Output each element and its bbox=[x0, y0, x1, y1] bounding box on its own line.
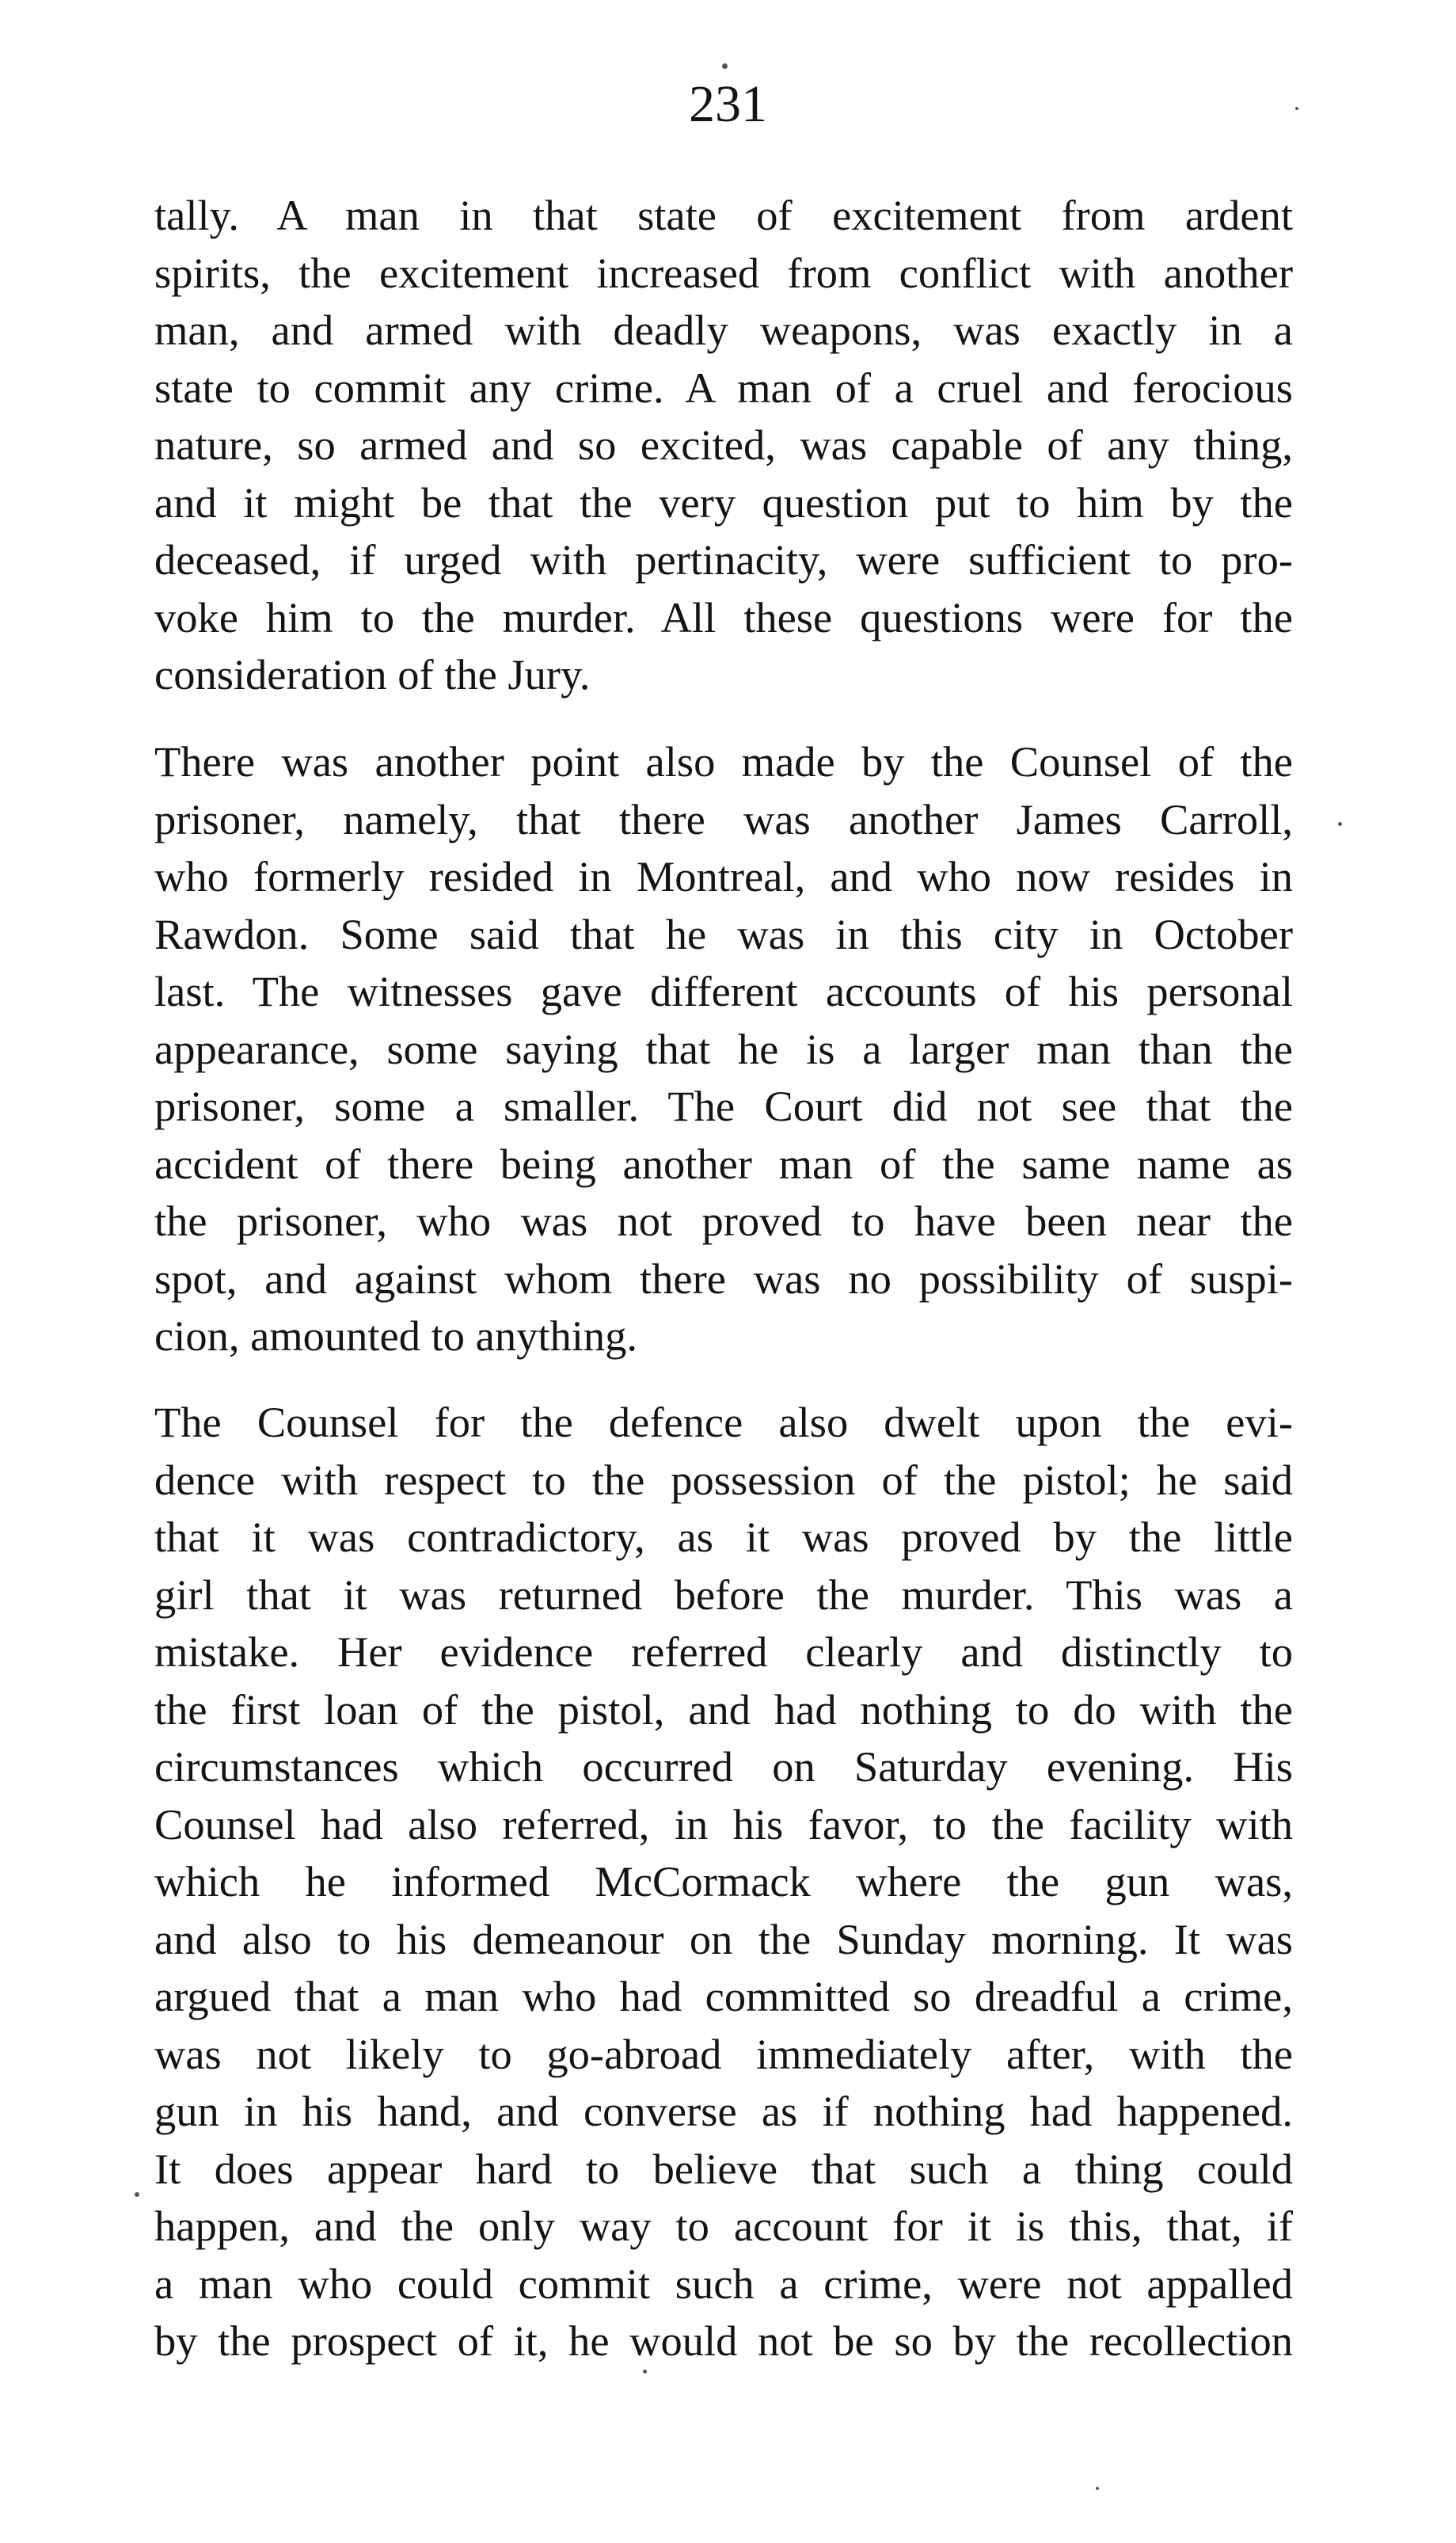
text-line: prisoner, namely, that there was another James Carroll, bbox=[154, 794, 1293, 843]
text-line: last. The witnesses gave different accounts of his personal bbox=[154, 967, 1293, 1015]
scan-speck bbox=[722, 63, 728, 69]
text-line: appearance, some saying that he is a larger man than the bbox=[154, 1024, 1293, 1073]
text-line: gun in his hand, and converse as if nothing had happened. bbox=[154, 2087, 1293, 2135]
text-line: deceased, if urged with pertinacity, were sufficient to pro- bbox=[154, 535, 1293, 584]
paragraph-3 bbox=[154, 1394, 1293, 2370]
text-line: spot, and against whom there was no possibility of suspi- bbox=[154, 1254, 1293, 1303]
text-line: dence with respect to the possession of the pistol; he said bbox=[154, 1455, 1293, 1504]
text-line: argued that a man who had committed so dreadful a crime, bbox=[154, 1972, 1293, 2020]
scan-speck bbox=[1096, 2487, 1099, 2490]
text-line: circumstances which occurred on Saturday evening. His bbox=[154, 1742, 1293, 1791]
text-line: and also to his demeanour on the Sunday morning. It was bbox=[154, 1914, 1293, 1963]
text-line: by the prospect of it, he would not be so by the recollection bbox=[154, 2316, 1293, 2365]
text-line: It does appear hard to believe that such a thing could bbox=[154, 2144, 1293, 2193]
text-line: was not likely to go-abroad immediately after, with the bbox=[154, 2029, 1293, 2078]
text-line: Counsel had also referred, in his favor, to the facility with bbox=[154, 1799, 1293, 1848]
text-line: Rawdon. Some said that he was in this city in October bbox=[154, 909, 1293, 958]
text-line: spirits, the excitement increased from conflict with another bbox=[154, 248, 1293, 297]
text-line: consideration of the Jury. bbox=[154, 650, 591, 699]
text-line: the prisoner, who was not proved to have been near the bbox=[154, 1197, 1293, 1245]
text-line: accident of there being another man of the same name as bbox=[154, 1139, 1293, 1188]
text-line: prisoner, some a smaller. The Court did not see that the bbox=[154, 1082, 1293, 1130]
page-number: 231 bbox=[689, 75, 767, 133]
text-line: There was another point also made by the Counsel of the bbox=[154, 737, 1293, 786]
scan-speck bbox=[135, 2192, 139, 2197]
text-line: the first loan of the pistol, and had nothing to do with the bbox=[154, 1685, 1293, 1734]
text-line: The Counsel for the defence also dwelt upon the evi- bbox=[154, 1398, 1293, 1446]
paragraph-2 bbox=[154, 733, 1293, 1365]
scan-speck bbox=[1295, 107, 1298, 110]
text-line: who formerly resided in Montreal, and who now resides in bbox=[154, 852, 1293, 900]
text-line: mistake. Her evidence referred clearly and distinctly to bbox=[154, 1627, 1293, 1676]
text-line: which he informed McCormack where the gun was, bbox=[154, 1857, 1293, 1905]
text-line: and it might be that the very question put to him by the bbox=[154, 478, 1293, 527]
text-line: man, and armed with deadly weapons, was exactly in a bbox=[154, 306, 1293, 354]
text-line: that it was contradictory, as it was proved by the little bbox=[154, 1513, 1293, 1561]
text-line: tally. A man in that state of excitement from ardent bbox=[154, 191, 1293, 239]
text-line: nature, so armed and so excited, was capable of any thing, bbox=[154, 421, 1293, 469]
scan-speck bbox=[643, 2370, 647, 2374]
text-line: cion, amounted to anything. bbox=[154, 1311, 637, 1360]
scan-speck bbox=[1338, 822, 1342, 826]
text-line: state to commit any crime. A man of a cruel and ferocious bbox=[154, 363, 1293, 412]
text-line: girl that it was returned before the murder. This was a bbox=[154, 1570, 1293, 1619]
text-line: happen, and the only way to account for it is this, that, if bbox=[154, 2202, 1293, 2250]
text-line: voke him to the murder. All these questions were for the bbox=[154, 592, 1293, 641]
text-line: a man who could commit such a crime, were not appalled bbox=[154, 2259, 1293, 2308]
paragraph-1 bbox=[154, 187, 1293, 704]
